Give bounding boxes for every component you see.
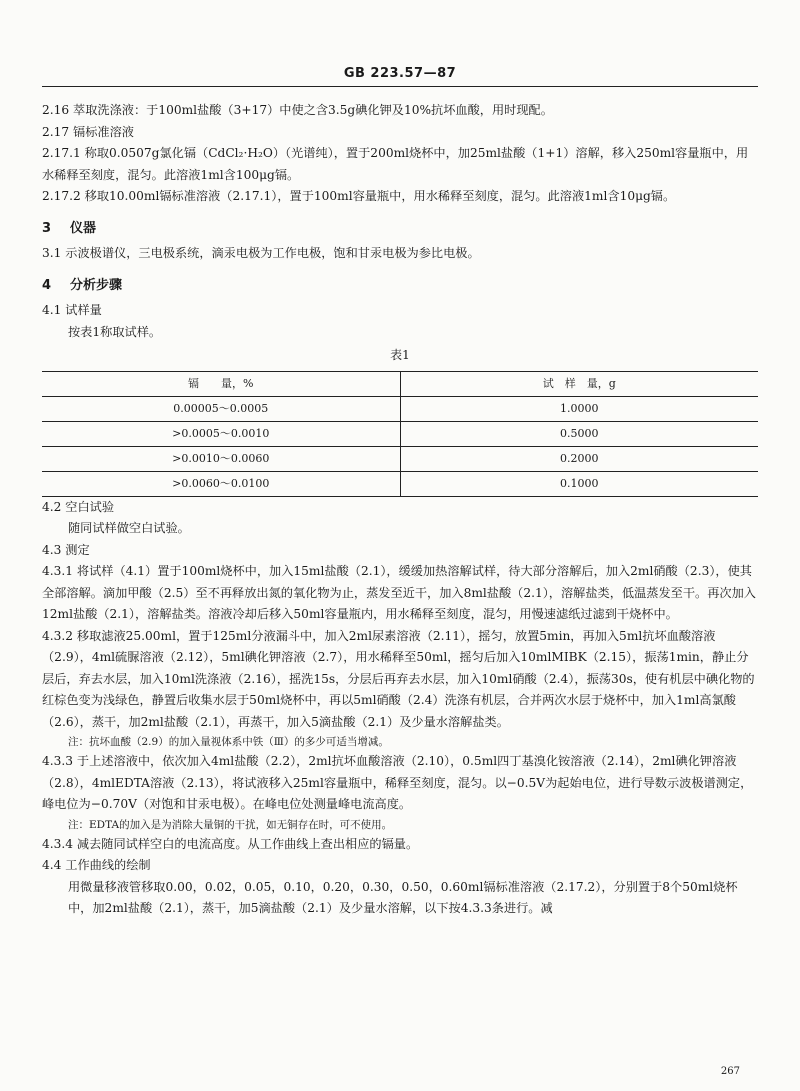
table-header-cell: 试 样 量，g [400, 371, 758, 396]
table-row [42, 396, 758, 421]
page-number: 267 [720, 1066, 740, 1077]
table-row [42, 421, 758, 446]
table-row [42, 446, 758, 471]
table-cell: 1.0000 [400, 396, 758, 421]
table-cell: >0.0060～0.0100 [42, 471, 400, 496]
section-number: 3 [42, 220, 52, 236]
section-title: 仪器 [70, 220, 97, 236]
section-heading [42, 275, 758, 297]
paragraph: 用微量移液管移取0.00，0.02，0.05，0.10，0.20，0.30，0.50，0.60ml镉标准溶液（2.17.2），分别置于8个50ml烧杯中，加2ml盐酸（2.1），蒸干，加5滴盐酸（2.1）及少量水溶解，以下按4.3.3条进行。减 [68, 879, 738, 915]
table-cell: >0.0010～0.0060 [42, 446, 400, 471]
note-text: 注：抗坏血酸（2.9）的加入量视体系中铁（Ⅲ）的多少可适当增减。 [68, 736, 389, 748]
section-title: 分析步骤 [70, 277, 123, 293]
paragraph: 4.2 空白试验 [42, 499, 115, 514]
paragraph: 3.1 示波极谱仪，三电极系统，滴汞电极为工作电极，饱和甘汞电极为参比电极。 [42, 246, 480, 260]
paragraph: 4.3 测定 [42, 542, 90, 557]
table-caption: 表1 [390, 348, 410, 362]
table-header-row [42, 371, 758, 396]
table-1-block [42, 345, 758, 497]
note-text: 注：EDTA的加入是为消除大量铜的干扰，如无铜存在时，可不使用。 [68, 818, 393, 831]
table-cell: 0.1000 [400, 471, 758, 496]
table-cell: >0.0005～0.0010 [42, 421, 400, 446]
paragraph: 4.4 工作曲线的绘制 [42, 858, 151, 872]
table-row [42, 471, 758, 496]
table-cell: 0.2000 [400, 446, 758, 471]
paragraph: 4.3.3 于上述溶液中，依次加入4ml盐酸（2.2），2ml抗坏血酸溶液（2.10），0.5ml四丁基溴化铵溶液（2.14），2ml碘化钾溶液（2.8），4mlEDTA溶液（2.13），将试液移入25ml容量瓶中，稀释至刻度，混匀。以−0.5V为起始电位，进行导数示波极谱测定，峰电位为−0.70V（对饱和甘汞电极）。在峰电位处测量峰电流高度。 [42, 754, 753, 811]
header-rule [42, 86, 758, 87]
section-number: 4 [42, 277, 52, 293]
table-cell: 0.5000 [400, 421, 758, 446]
paragraph: 2.17.2 移取10.00ml镉标准溶液（2.17.1），置于100ml容量瓶中，用水稀释至刻度，混匀。此溶液1ml含10μg镉。 [42, 189, 676, 203]
paragraph: 按表1称取试样。 [68, 324, 162, 339]
sample-amount-table [42, 371, 758, 497]
section-heading [42, 218, 758, 240]
table-header-cell: 镉 量，% [42, 371, 400, 396]
paragraph: 2.17.1 称取0.0507g氯化镉（CdCl₂·H₂O）（光谱纯），置于200ml烧杯中，加25ml盐酸（1+1）溶解，移入250ml容量瓶中，用水稀释至刻度，混匀。此溶液1ml含100μg镉。 [42, 146, 749, 182]
paragraph: 4.1 试样量 [42, 303, 102, 317]
paragraph: 4.3.4 减去随同试样空白的电流高度。从工作曲线上查出相应的镉量。 [42, 836, 419, 851]
paragraph: 2.16 萃取洗涤液：于100ml盐酸（3+17）中使之含3.5g碘化钾及10%抗坏血酸，用时现配。 [42, 103, 553, 117]
paragraph: 4.3.1 将试样（4.1）置于100ml烧杯中，加入15ml盐酸（2.1），缓缓加热溶解试样，待大部分溶解后，加入2ml硝酸（2.3），使其全部溶解。滴加甲酸（2.5）至不再释放出氮的氧化物为止，蒸发至近干，加入8ml盐酸（2.1），溶解盐类，低温蒸发至干。再次加入12ml盐酸（2.1），溶解盐类。溶液冷却后移入50ml容量瓶内，用水稀释至刻度，混匀，用慢速滤纸过滤到干烧杯中。 [42, 564, 756, 621]
paragraph: 随同试样做空白试验。 [68, 521, 190, 535]
page-header: GB 223.57—87 [343, 66, 457, 81]
table-cell: 0.00005～0.0005 [42, 396, 400, 421]
paragraph: 4.3.2 移取滤液25.00ml，置于125ml分液漏斗中，加入2ml尿素溶液（2.11），摇匀，放置5min，再加入5ml抗坏血酸溶液（2.9），4ml硫脲溶液（2.12），5ml碘化钾溶液（2.7），用水稀释至50ml，摇匀后加入10mlMIBK（2.15），振荡1min，静止分层后，弃去水层，加入10ml洗涤液（2.16），摇洗15s，分层后再弃去水层，加入10ml硝酸（2.4），振荡30s，使有机层中碘化物的红棕色变为浅绿色，静置后收集水层于50ml烧杯中，再以5ml硝酸（2.4）洗涤有机层，合并两次水层于烧杯中，加入1ml高氯酸（2.6），蒸干，加2ml盐酸（2.1），再蒸干，加入5滴盐酸（2.1）及少量水溶解盐类。 [42, 628, 755, 729]
document-body [42, 100, 758, 920]
paragraph: 2.17 镉标准溶液 [42, 124, 134, 139]
